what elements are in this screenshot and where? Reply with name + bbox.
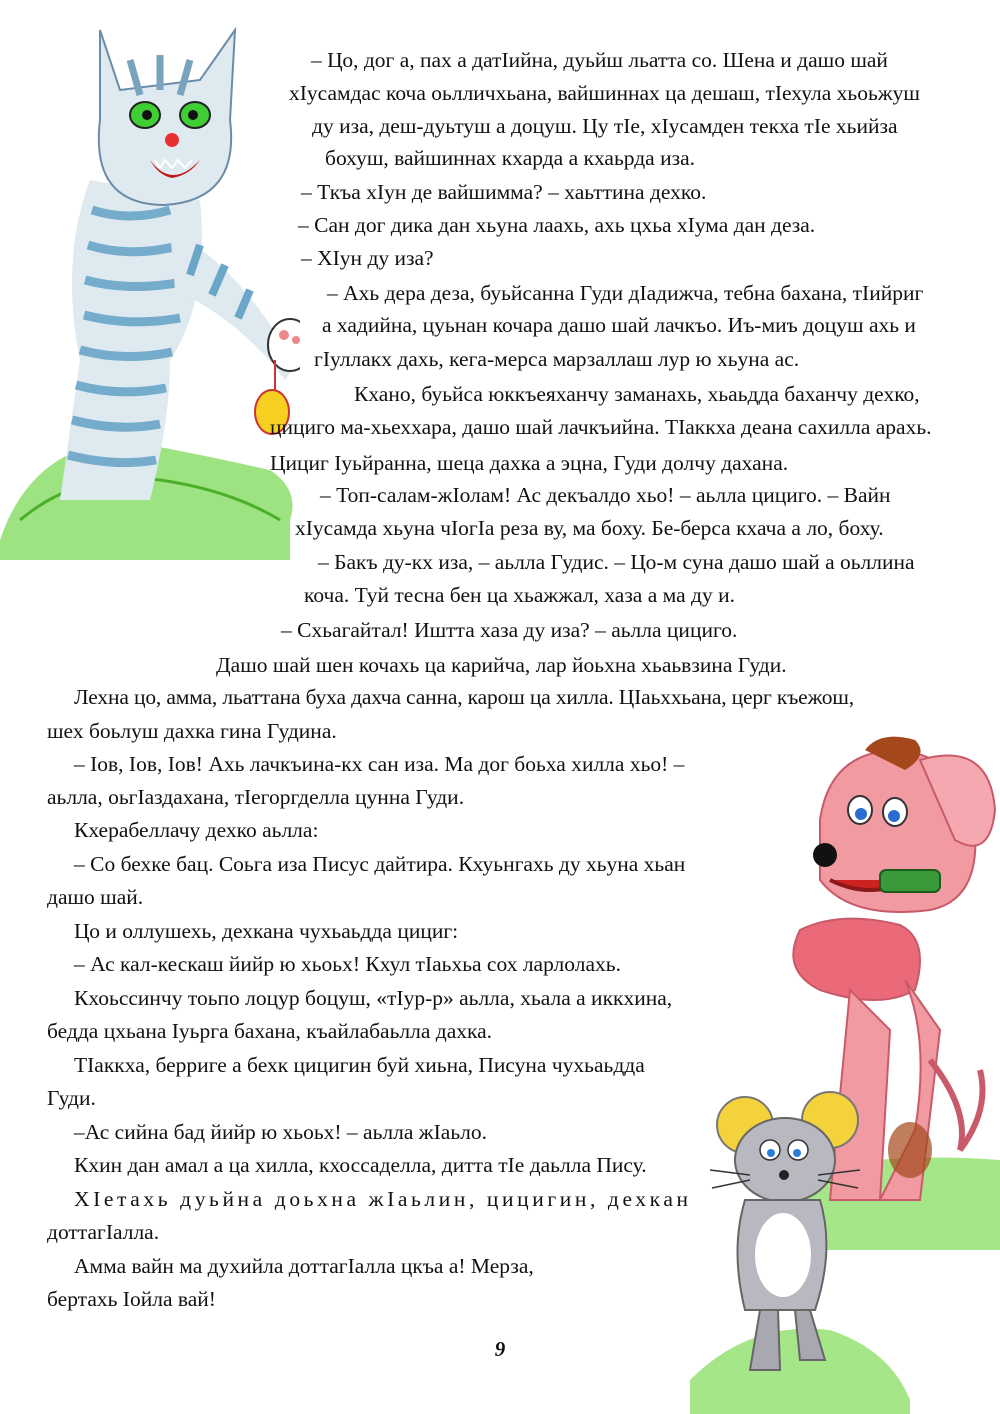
text-line: Кхоьссинчу тоьпо лоцур боцуш, «тIур-р» аьлла, хьала а иккхина, [74, 986, 673, 1010]
text-line: – Топ-салам-жIолам! Ас декъалдо хьо! – аьлла цициго. – Вайн [320, 483, 891, 507]
text-line: Кхерабеллачу дехко аьлла: [74, 818, 319, 842]
text-line: бертахь Iойла вай! [47, 1287, 216, 1311]
text-line: аьлла, оьгIаздахана, тIегоргделла цунна Гуди. [47, 785, 465, 809]
mouse-illustration [690, 1080, 910, 1414]
text-line: Гуди. [47, 1086, 96, 1110]
text-line: – Со бехке бац. Соьга иза Писус дайтира. Кхуьнгахь ду хьуна хьан [74, 852, 686, 876]
text-line: дашо шай. [47, 885, 144, 909]
text-line: гIуллакх дахь, кега-мерса марзаллаш лур ю хьуна ас. [314, 347, 800, 371]
text-line: шех боьлуш дахка гина Гудина. [47, 719, 337, 743]
text-line: ХIетахь дуьйна доьхна жIаьлин, цицигин, дехкан [74, 1187, 692, 1211]
text-line: – Ткъа хIун де вайшимма? – хаьттина дехко. [301, 180, 707, 204]
text-line: Лехна цо, амма, льаттана буха дахча санна, карош ца хилла. ЦIаьххьана, церг къежош, [74, 685, 854, 709]
text-line: – Схьагайтал! Иштта хаза ду иза? – аьлла цициго. [281, 618, 738, 642]
text-line: Кхин дан амал а ца хилла, кхоссаделла, дитта тIе даьлла Пису. [74, 1153, 647, 1177]
text-line: –Ас сийна бад йийр ю хьоьх! – аьлла жIаьло. [74, 1120, 487, 1144]
text-line: Цо и оллушехь, дехкана чухьаьдда цициг: [74, 919, 459, 943]
text-line: – Ас кал-кескаш йийр ю хьоьх! Кхул тIаьхьа сох ларлолахь. [74, 952, 621, 976]
text-line: – Ахь дера деза, буьйсанна Гуди дIадижча, тебна бахана, тIийриг [327, 281, 924, 305]
text-line: – ХIун ду иза? [301, 246, 434, 270]
text-line: Дашо шай шен кочахь ца карийча, лар йоьхна хьаьвзина Гуди. [216, 653, 787, 677]
text-line: бохуш, вайшиннах кхарда а кхаьрда иза. [325, 146, 695, 170]
page-number: 9 [494, 1337, 506, 1361]
text-line: а хадийна, цуьнан кочара дашо шай лачкъо. Иъ-миъ доцуш ахь и [322, 313, 916, 337]
text-line: Кхано, буьйса юккъеяханчу заманахь, хьаьдда баханчу дехко, [354, 382, 920, 406]
text-line: ду иза, деш-дуьтуш а доцуш. Цу тIе, хIусамден текха тIе хьийза [312, 114, 898, 138]
text-line: – Сан дог дика дан хьуна лаахь, ахь цхьа хIума дан деза. [298, 213, 816, 237]
cat-illustration [0, 0, 300, 560]
text-line: ТIаккха, берриге а бехк цицигин буй хиьна, Писуна чухьаьдда [74, 1053, 645, 1077]
text-line: хIусамда хьуна чIогIа реза ву, ма боху. Бе-берса кхача а ло, боху. [295, 516, 884, 540]
text-line: Цициг Iуьйранна, шеца дахка а эцна, Гуди долчу дахана. [270, 451, 789, 475]
text-line: Амма вайн ма духийла доттагIалла цкъа а! Мерза, [74, 1254, 534, 1278]
text-line: цициго ма-хьеххара, дашо шай лачкъийна. ТIаккха деана сахилла арахь. [270, 415, 932, 439]
text-line: – Iов, Iов, Iов! Ахь лачкъина-кх сан иза. Ма дог боьха хилла хьо! – [74, 752, 685, 776]
text-line: – Цо, дог а, пах а датIийна, дуьйш льаттa со. Шена и дашо шай [311, 48, 888, 72]
text-line: – Бакъ ду-кх иза, – аьлла Гудис. – Цо-м суна дашо шай а оьллина [318, 550, 915, 574]
text-line: доттагIалла. [47, 1220, 160, 1244]
text-line: коча. Туй тесна бен ца хьажжал, хаза а ма ду и. [304, 583, 735, 607]
text-line: бедда цхьана Iуьрга бахана, къайлабаьлла дахка. [47, 1019, 493, 1043]
text-line: хIусамдас коча оьлличхьана, вайшиннах ца дешаш, тIехула хьоьжуш [289, 81, 920, 105]
